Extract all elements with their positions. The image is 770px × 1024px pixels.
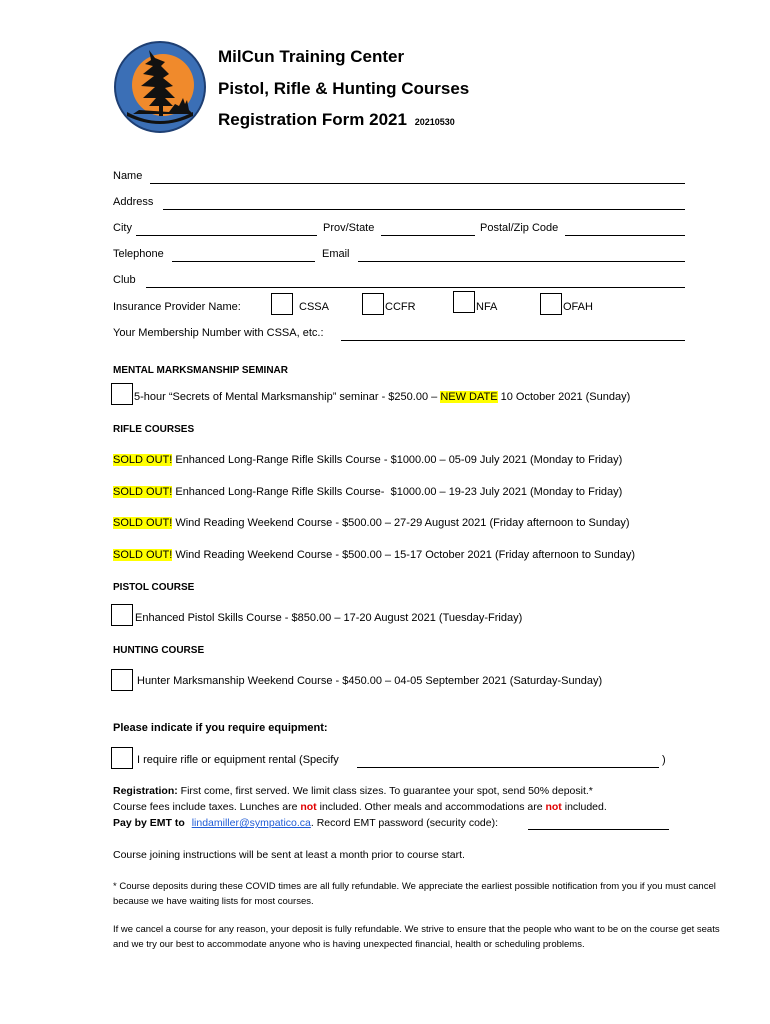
rifle-course-2 xyxy=(113,486,622,498)
name-row xyxy=(113,170,142,182)
pistol-course-heading: PISTOL COURSE xyxy=(113,582,195,593)
registration-line-2 xyxy=(113,801,607,813)
postal-field[interactable] xyxy=(565,223,685,236)
rifle-course-4 xyxy=(113,549,635,561)
fees-text: Course fees include taxes. Lunches are xyxy=(113,801,301,813)
rifle-course-text: Wind Reading Weekend Course - $500.00 – 27-29 August 2021 (Friday afternoon to Sunday) xyxy=(172,517,630,529)
email-field[interactable] xyxy=(358,249,685,262)
email-label: Email xyxy=(322,248,350,260)
rifle-course-text: Enhanced Long-Range Rifle Skills Course- $1000.00 – 19-23 July 2021 (Monday to Friday) xyxy=(172,486,623,498)
mental-seminar-date: 10 October 2021 (Sunday) xyxy=(497,391,631,403)
header-title-courses: Pistol, Rifle & Hunting Courses xyxy=(218,79,470,98)
insurance-label: Insurance Provider Name: xyxy=(113,301,241,313)
registration-line-1 xyxy=(113,785,593,797)
sold-out-badge: SOLD OUT! xyxy=(113,549,173,561)
rifle-courses-heading: RIFLE COURSES xyxy=(113,424,195,435)
not-emphasis: not xyxy=(545,801,562,813)
club-field[interactable] xyxy=(146,275,685,288)
joining-instructions: Course joining instructions will be sent at least a month prior to course start. xyxy=(113,849,465,861)
membership-label: Your Membership Number with CSSA, etc.: xyxy=(113,327,324,339)
city-label: City xyxy=(113,222,132,234)
city-field[interactable] xyxy=(136,223,317,236)
sold-out-badge: SOLD OUT! xyxy=(113,454,173,466)
insurance-ccfr-label: CCFR xyxy=(385,301,416,313)
milcun-logo xyxy=(113,40,207,134)
insurance-nfa-label: NFA xyxy=(476,301,498,313)
insurance-cssa-label: CSSA xyxy=(299,301,329,313)
mental-seminar-heading: MENTAL MARKSMANSHIP SEMINAR xyxy=(113,365,289,376)
club-label: Club xyxy=(113,274,136,286)
mental-seminar-text: 5-hour “Secrets of Mental Marksmanship” seminar - $250.00 – xyxy=(134,391,441,403)
rifle-course-1 xyxy=(113,454,622,466)
form-title: Registration Form 2021 xyxy=(218,110,407,129)
insurance-ccfr-checkbox[interactable] xyxy=(362,293,384,315)
insurance-cssa-checkbox[interactable] xyxy=(271,293,293,315)
not-emphasis: not xyxy=(300,801,317,813)
equipment-label: I require rifle or equipment rental (Specify xyxy=(137,754,339,766)
new-date-badge: NEW DATE xyxy=(440,391,498,403)
registration-line-3 xyxy=(113,817,498,829)
header-title-form xyxy=(218,110,455,130)
emt-password-text: . Record EMT password (security code): xyxy=(310,817,499,829)
emt-email-link[interactable]: lindamiller@sympatico.ca xyxy=(191,817,311,829)
sold-out-badge: SOLD OUT! xyxy=(113,486,173,498)
name-label: Name xyxy=(113,170,143,182)
hunting-course-checkbox[interactable] xyxy=(111,669,133,691)
rifle-course-text: Wind Reading Weekend Course - $500.00 – 15-17 October 2021 (Friday afternoon to Sunday) xyxy=(172,549,635,561)
insurance-ofah-label: OFAH xyxy=(563,301,593,313)
prov-state-label: Prov/State xyxy=(323,222,375,234)
name-field[interactable] xyxy=(150,171,685,184)
emt-password-field[interactable] xyxy=(528,818,669,830)
rifle-course-text: Enhanced Long-Range Rifle Skills Course - $1000.00 – 05-09 July 2021 (Monday to Friday) xyxy=(172,454,623,466)
address-label: Address xyxy=(113,196,154,208)
address-field[interactable] xyxy=(163,197,685,210)
mental-seminar-line xyxy=(134,391,630,403)
insurance-nfa-checkbox[interactable] xyxy=(453,291,475,313)
pay-by-emt-label: Pay by EMT to xyxy=(113,817,185,829)
included-text: included. xyxy=(561,801,607,813)
cancellation-note: If we cancel a course for any reason, your deposit is fully refundable. We strive to ensure that the people who want to be on the course get seats and we try our best to accommodate anyone who is having unexpected financial, health or scheduling problems. xyxy=(113,924,720,950)
mental-seminar-checkbox[interactable] xyxy=(111,383,133,405)
equipment-heading: Please indicate if you require equipment: xyxy=(113,722,328,734)
pistol-course-checkbox[interactable] xyxy=(111,604,133,626)
pistol-course-text: Enhanced Pistol Skills Course - $850.00 – 17-20 August 2021 (Tuesday-Friday) xyxy=(135,612,523,624)
hunting-course-heading: HUNTING COURSE xyxy=(113,645,205,656)
equipment-specify-field[interactable] xyxy=(357,755,659,768)
hunting-course-text: Hunter Marksmanship Weekend Course - $450.00 – 04-05 September 2021 (Saturday-Sunday) xyxy=(137,675,603,687)
equipment-checkbox[interactable] xyxy=(111,747,133,769)
equipment-close-paren: ) xyxy=(662,754,666,766)
telephone-label: Telephone xyxy=(113,248,164,260)
covid-note: * Course deposits during these COVID times are all fully refundable. We appreciate the earliest possible notification from you if you must cancel because we have waiting lists for most courses. xyxy=(113,881,716,907)
registration-text: First come, first served. We limit class sizes. To guarantee your spot, send 50% deposit.* xyxy=(177,785,593,797)
membership-field[interactable] xyxy=(341,328,685,341)
telephone-field[interactable] xyxy=(172,249,315,262)
postal-label: Postal/Zip Code xyxy=(480,222,559,234)
registration-label: Registration: xyxy=(113,785,178,797)
sold-out-badge: SOLD OUT! xyxy=(113,517,173,529)
insurance-ofah-checkbox[interactable] xyxy=(540,293,562,315)
meals-text: included. Other meals and accommodations are xyxy=(316,801,546,813)
prov-state-field[interactable] xyxy=(381,223,475,236)
form-version: 20210530 xyxy=(414,117,455,127)
rifle-course-3 xyxy=(113,517,630,529)
header-title-center: MilCun Training Center xyxy=(218,47,405,66)
